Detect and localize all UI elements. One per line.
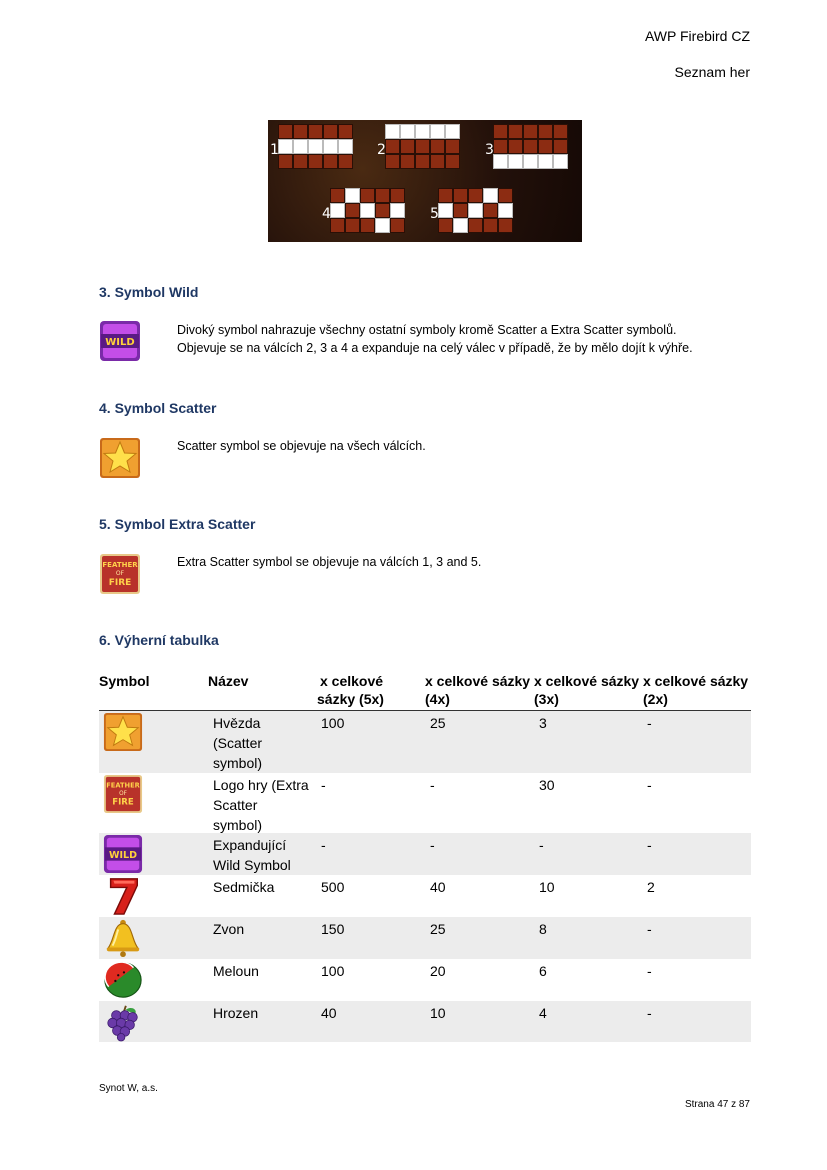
document-title: AWP Firebird CZ — [644, 28, 750, 44]
footer-page-number: Strana 47 z 87 — [684, 1099, 750, 1110]
star-icon — [103, 712, 143, 752]
row-value-3x: 4 — [539, 1005, 547, 1021]
payline-cell-active — [508, 154, 523, 169]
payline-cell — [375, 188, 390, 203]
row-value-5x: 100 — [321, 715, 345, 731]
payline-cell — [293, 124, 308, 139]
row-value-4x: - — [430, 777, 435, 793]
svg-text:FEATHER: FEATHER — [102, 561, 138, 569]
payline-cell — [538, 124, 553, 139]
svg-text:OF: OF — [115, 570, 125, 577]
payline-cell-active — [400, 124, 415, 139]
section-extra-scatter-title: 5. Symbol Extra Scatter — [99, 516, 256, 532]
row-value-4x: 25 — [430, 715, 446, 731]
payline-cell — [498, 188, 513, 203]
section-wild-title: 3. Symbol Wild — [99, 284, 199, 300]
payline-cell — [375, 203, 390, 218]
row-value-4x: 25 — [430, 921, 446, 937]
row-name: Hvězda (Scatter symbol) — [213, 715, 263, 771]
payline-cell-active — [438, 203, 453, 218]
payline-cell — [438, 188, 453, 203]
payline-cell — [430, 139, 445, 154]
payline-cell — [538, 139, 553, 154]
row-value-4x: 40 — [430, 879, 446, 895]
row-name: Zvon — [213, 921, 245, 937]
payline-cell — [385, 139, 400, 154]
svg-text:FEATHER: FEATHER — [106, 781, 140, 790]
row-value-5x: - — [321, 837, 326, 853]
row-value-4x: 10 — [430, 1005, 446, 1021]
svg-text:WILD: WILD — [105, 337, 135, 348]
payline-cell-active — [293, 139, 308, 154]
payline-cell — [430, 154, 445, 169]
payline-cell-active — [538, 154, 553, 169]
row-value-5x: 500 — [321, 879, 345, 895]
payline-cell-active — [385, 124, 400, 139]
payline-cell-active — [498, 203, 513, 218]
payline-number: 4 — [322, 206, 331, 222]
payline-number: 1 — [270, 142, 279, 158]
payline-cell — [415, 154, 430, 169]
payline-cell — [553, 139, 568, 154]
row-value-2x: - — [647, 921, 652, 937]
payline-cell — [330, 218, 345, 233]
table-row — [99, 917, 751, 959]
payline-cell-active — [345, 188, 360, 203]
logo-icon — [103, 774, 143, 814]
row-name: Logo hry (Extra Scatter symbol) — [213, 777, 309, 833]
row-value-5x: 100 — [321, 963, 345, 979]
payline-cell — [415, 139, 430, 154]
payline-cell — [345, 218, 360, 233]
payline-cell-active — [330, 203, 345, 218]
payline-cell — [445, 139, 460, 154]
payline-cell — [390, 218, 405, 233]
row-value-2x: 2 — [647, 879, 655, 895]
row-value-3x: 3 — [539, 715, 547, 731]
payline-cell — [278, 154, 293, 169]
payline-cell-active — [453, 218, 468, 233]
payline-cell — [338, 154, 353, 169]
payline-cell — [493, 139, 508, 154]
payline-cell — [553, 124, 568, 139]
row-value-2x: - — [647, 1005, 652, 1021]
payline-cell — [323, 154, 338, 169]
payline-cell-active — [445, 124, 460, 139]
row-value-2x: - — [647, 715, 652, 731]
payline-cell — [453, 203, 468, 218]
section-scatter-title: 4. Symbol Scatter — [99, 400, 217, 416]
svg-text:FIRE: FIRE — [108, 578, 132, 588]
row-value-5x: 150 — [321, 921, 345, 937]
payline-cell — [385, 154, 400, 169]
payline-cell-active — [523, 154, 538, 169]
payline-cell — [493, 124, 508, 139]
payline-cell-active — [468, 203, 483, 218]
row-value-4x: - — [430, 837, 435, 853]
payline-cell — [508, 139, 523, 154]
payline-cell — [468, 218, 483, 233]
payline-cell — [390, 188, 405, 203]
document-subtitle: Seznam her — [674, 64, 750, 80]
row-name: Expandující Wild Symbol — [213, 837, 291, 873]
payline-number: 2 — [377, 142, 386, 158]
payline-cell — [400, 154, 415, 169]
seven-icon — [103, 876, 143, 916]
payline-cell-active — [375, 218, 390, 233]
star-icon — [99, 437, 139, 477]
row-value-5x: 40 — [321, 1005, 337, 1021]
payline-number: 3 — [485, 142, 494, 158]
table-header-symbol: Symbol — [99, 673, 150, 689]
payline-cell — [468, 188, 483, 203]
section-scatter-text: Scatter symbol se objevuje na všech válcích. — [177, 439, 426, 453]
table-row — [99, 959, 751, 1001]
row-name: Hrozen — [213, 1005, 259, 1021]
payline-cell — [338, 124, 353, 139]
table-header-2x: x celkové sázky (2x) — [643, 673, 749, 707]
payline-cell-active — [360, 203, 375, 218]
payline-cell — [523, 124, 538, 139]
payline-cell — [483, 203, 498, 218]
row-value-4x: 20 — [430, 963, 446, 979]
section-wild-text: Divoký symbol nahrazuje všechny ostatní symboly kromě Scatter a Extra Scatter symbolů. Objevuje se na válcích 2, 3 a 4 a expanduje na celý válec v případě, že by mělo dojít k výhře. — [177, 323, 693, 355]
payline-cell-active — [483, 188, 498, 203]
table-header-name: Název — [208, 673, 249, 689]
payline-cell — [498, 218, 513, 233]
section-paytable-title: 6. Výherní tabulka — [99, 632, 219, 648]
table-row — [99, 833, 751, 875]
table-row — [99, 711, 751, 773]
payline-cell — [360, 188, 375, 203]
payline-cell — [508, 124, 523, 139]
payline-cell — [453, 188, 468, 203]
payline-cell — [330, 188, 345, 203]
row-value-3x: 30 — [539, 777, 555, 793]
row-value-3x: 6 — [539, 963, 547, 979]
payline-cell-active — [430, 124, 445, 139]
paylines-image — [268, 120, 582, 242]
payline-cell-active — [278, 139, 293, 154]
payline-cell — [278, 124, 293, 139]
wild-icon — [103, 834, 143, 874]
payline-cell-active — [308, 139, 323, 154]
wild-icon — [99, 320, 139, 360]
payline-cell-active — [553, 154, 568, 169]
payline-cell-active — [415, 124, 430, 139]
table-header-3x: x celkové sázky (3x) — [534, 673, 640, 707]
table-row — [99, 1001, 751, 1042]
table-row — [99, 875, 751, 917]
payline-cell — [400, 139, 415, 154]
payline-cell — [308, 154, 323, 169]
payline-cell-active — [338, 139, 353, 154]
payline-cell-active — [390, 203, 405, 218]
payline-cell — [438, 218, 453, 233]
row-value-2x: - — [647, 963, 652, 979]
payline-cell — [308, 124, 323, 139]
payline-cell — [345, 203, 360, 218]
logo-icon — [99, 553, 139, 593]
payline-cell — [323, 124, 338, 139]
table-row — [99, 773, 751, 833]
payline-cell — [483, 218, 498, 233]
row-value-2x: - — [647, 837, 652, 853]
svg-text:OF: OF — [119, 790, 127, 797]
payline-cell — [360, 218, 375, 233]
svg-text:FIRE: FIRE — [112, 797, 134, 808]
section-extra-scatter-text: Extra Scatter symbol se objevuje na válcích 1, 3 and 5. — [177, 555, 482, 569]
table-header-5x: x celkové sázky (5x) — [317, 673, 384, 707]
bell-icon — [103, 918, 143, 958]
payline-cell — [293, 154, 308, 169]
row-value-3x: - — [539, 837, 544, 853]
row-name: Sedmička — [213, 879, 275, 895]
row-value-5x: - — [321, 777, 326, 793]
row-value-3x: 8 — [539, 921, 547, 937]
grapes-icon — [103, 1002, 143, 1042]
row-name: Meloun — [213, 963, 259, 979]
footer-company: Synot W, a.s. — [99, 1083, 158, 1094]
row-value-2x: - — [647, 777, 652, 793]
table-header-4x: x celkové sázky (4x) — [425, 673, 531, 707]
row-value-3x: 10 — [539, 879, 555, 895]
payline-cell — [523, 139, 538, 154]
payline-cell — [445, 154, 460, 169]
svg-text:WILD: WILD — [109, 849, 137, 861]
payline-cell-active — [493, 154, 508, 169]
watermelon-icon — [103, 960, 143, 1000]
payline-cell-active — [323, 139, 338, 154]
payline-number: 5 — [430, 206, 439, 222]
